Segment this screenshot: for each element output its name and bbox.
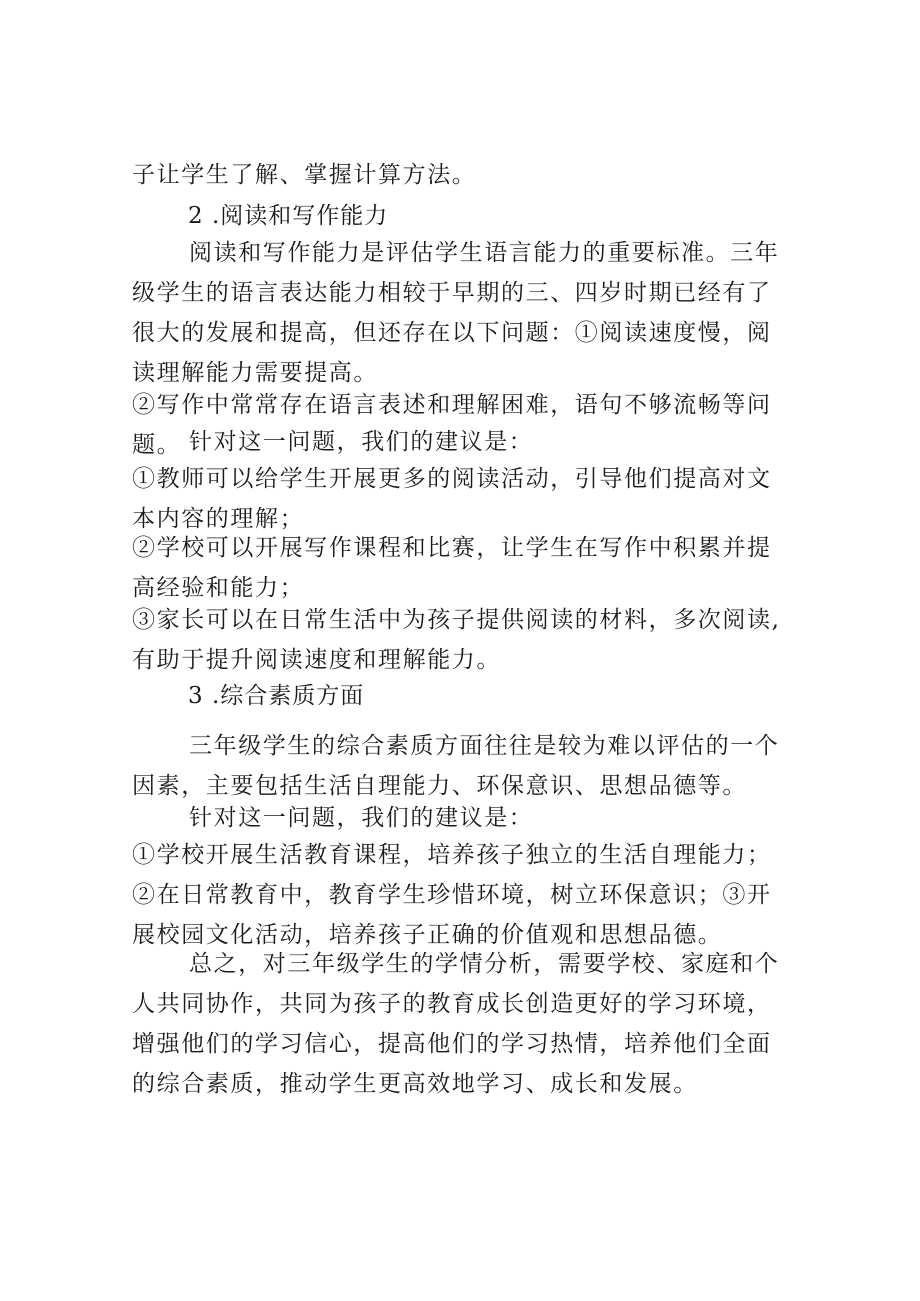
section-heading-comprehensive: 3 .综合素质方面	[188, 683, 365, 709]
paragraph-writing-problem: ②写作中常常存在语言表述和理解困难，语句不够流畅等问题。	[132, 392, 772, 458]
paragraph-suggestion-lead-1: 针对这一问题，我们的建议是：	[189, 429, 534, 455]
paragraph-suggestion-school: ②学校可以开展写作课程和比赛，让学生在写作中积累并提高经验和能力；	[132, 535, 772, 601]
paragraph-calculation-end: 子让学生了解、掌握计算方法。	[132, 162, 477, 188]
paragraph-conclusion: 总之，对三年级学生的学情分析，需要学校、家庭和个人共同协作，共同为孩子的教育成长创造更好的学习环境，增强他们的学习信心，提高他们的学习热情，培养他们全面的综合素质，推动学生更高效地学习、成长和发展。	[132, 951, 780, 1097]
paragraph-suggestion-teacher: ①教师可以给学生开展更多的阅读活动，引导他们提高对文本内容的理解；	[132, 466, 772, 532]
paragraph-comprehensive-intro: 三年级学生的综合素质方面往往是较为难以评估的一个因素，主要包括生活自理能力、环保意识、思想品德等。	[132, 733, 780, 799]
paragraph-reading-writing-intro: 阅读和写作能力是评估学生语言能力的重要标准。三年级学生的语言表达能力相较于早期的三、四岁时期已经有了很大的发展和提高，但还存在以下问题：①阅读速度慢，阅读理解能力需要提高。	[132, 240, 780, 386]
section-heading-reading-writing: 2 .阅读和写作能力	[188, 203, 389, 229]
paragraph-suggestion-lead-2: 针对这一问题，我们的建议是：	[189, 805, 534, 831]
paragraph-suggestion-parent: ③家长可以在日常生活中为孩子提供阅读的材料，多次阅读,有助于提升阅读速度和理解能力。	[132, 607, 781, 673]
paragraph-comprehensive-suggestions: ①学校开展生活教育课程，培养孩子独立的生活自理能力；②在日常教育中，教育学生珍惜环境，树立环保意识；③开展校园文化活动，培养孩子正确的价值观和思想品德。	[132, 842, 772, 948]
